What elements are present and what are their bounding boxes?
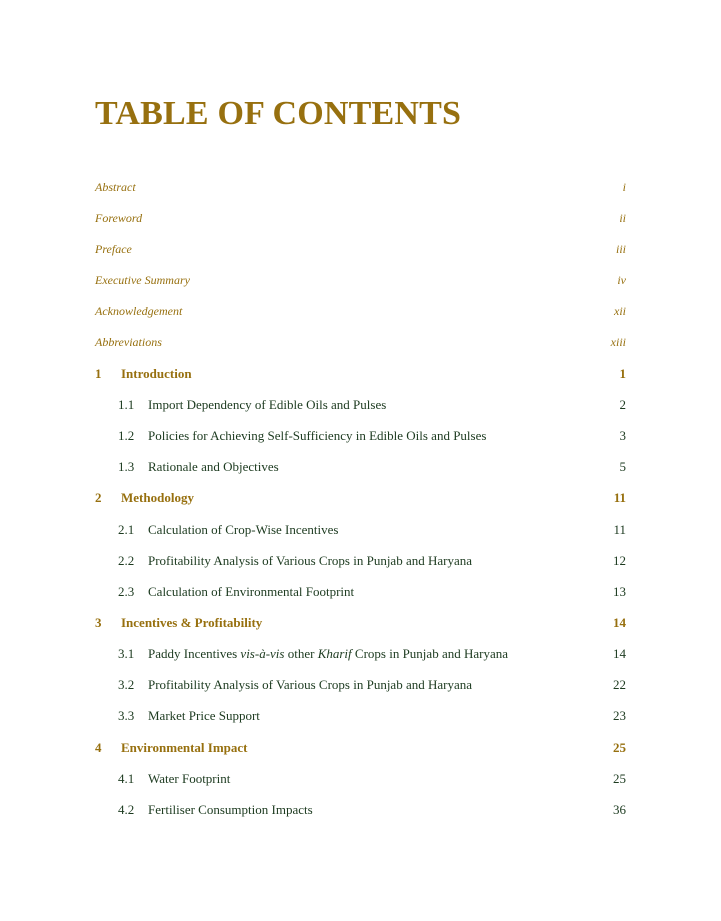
toc-section-label: Policies for Achieving Self-Sufficiency in Edible Oils and Pulses <box>148 428 487 443</box>
toc-page-number: 11 <box>613 522 626 537</box>
toc-label-italic: vis-à-vis <box>240 646 285 661</box>
toc-section-2-2[interactable] <box>118 551 626 571</box>
toc-section-label: Market Price Support <box>148 708 260 723</box>
toc-page-number: 5 <box>619 459 626 474</box>
toc-section-1-1[interactable] <box>118 395 626 415</box>
toc-page-number: 25 <box>613 771 626 786</box>
toc-chapter-label: Introduction <box>121 366 192 381</box>
toc-entry-label: Abstract <box>95 180 136 194</box>
toc-page-number: 3 <box>619 428 626 443</box>
toc-chapter-label: Environmental Impact <box>121 740 248 755</box>
toc-section-label: Profitability Analysis of Various Crops in Punjab and Haryana <box>148 553 473 568</box>
toc-chapter-label: Incentives & Profitability <box>121 615 263 630</box>
toc-entry-preface[interactable] <box>95 239 626 259</box>
toc-entry-executive-summary[interactable] <box>95 270 626 290</box>
toc-chapter-3[interactable] <box>95 613 626 633</box>
toc-chapter-label: Methodology <box>121 490 194 505</box>
toc-section-3-2[interactable] <box>118 675 626 695</box>
toc-section-number: 3.2 <box>118 677 135 692</box>
toc-chapter-2[interactable] <box>95 488 626 508</box>
toc-label-part: Paddy Incentives <box>148 646 241 661</box>
toc-section-label: Profitability Analysis of Various Crops in Punjab and Haryana <box>148 677 473 692</box>
toc-section-number: 3.3 <box>118 708 135 723</box>
toc-section-label: Calculation of Crop-Wise Incentives <box>148 522 339 537</box>
toc-section-4-1[interactable] <box>118 769 626 789</box>
toc-page-number: xii <box>614 304 626 318</box>
page-title: TABLE OF CONTENTS <box>95 95 462 132</box>
toc-section-number: 3.1 <box>118 646 135 661</box>
toc-section-label: Water Footprint <box>148 771 231 786</box>
toc-chapter-number: 3 <box>95 615 102 630</box>
toc-section-number: 4.1 <box>118 771 135 786</box>
toc-chapter-1[interactable] <box>95 364 626 384</box>
toc-section-label: Import Dependency of Edible Oils and Pulses <box>148 397 387 412</box>
toc-section-3-3[interactable] <box>118 706 626 726</box>
toc-section-number: 2.1 <box>118 522 135 537</box>
toc-chapter-number: 2 <box>95 490 102 505</box>
toc-label-italic: Kharif <box>317 646 352 661</box>
toc-section-number: 1.2 <box>118 428 135 443</box>
toc-entry-label: Preface <box>95 242 132 256</box>
toc-section-label: Calculation of Environmental Footprint <box>148 584 355 599</box>
toc-entry-abstract[interactable] <box>95 177 626 197</box>
toc-page-number: 1 <box>619 366 626 381</box>
toc-chapter-number: 4 <box>95 740 102 755</box>
toc-chapter-4[interactable] <box>95 738 626 758</box>
toc-page-number: 23 <box>613 708 626 723</box>
toc-page-number: 14 <box>613 615 626 630</box>
toc-section-1-3[interactable] <box>118 457 626 477</box>
toc-page-number: 2 <box>619 397 626 412</box>
toc-entry-label: Acknowledgement <box>95 304 183 318</box>
toc-section-label: Rationale and Objectives <box>148 459 279 474</box>
toc-section-label: Fertiliser Consumption Impacts <box>148 802 313 817</box>
toc-section-number: 2.2 <box>118 553 135 568</box>
toc-entry-acknowledgement[interactable] <box>95 301 626 321</box>
toc-section-2-3[interactable] <box>118 582 626 602</box>
toc-label-part: Crops in Punjab and Haryana <box>351 646 508 661</box>
toc-section-3-1[interactable] <box>118 644 626 664</box>
toc-entry-abbreviations[interactable] <box>95 332 626 352</box>
toc-page-number: 14 <box>613 646 626 661</box>
toc-section-number: 1.3 <box>118 459 135 474</box>
toc-section-1-2[interactable] <box>118 426 626 446</box>
toc-page-number: xiii <box>610 335 626 349</box>
toc-entry-label: Foreword <box>95 211 143 225</box>
toc-section-number: 2.3 <box>118 584 135 599</box>
toc-page-number: 22 <box>613 677 626 692</box>
toc-label-part: other <box>284 646 318 661</box>
toc-page-number: iv <box>617 273 626 287</box>
toc-page-number: i <box>622 180 626 194</box>
toc-page-number: 36 <box>613 802 626 817</box>
toc-section-2-1[interactable] <box>118 520 626 540</box>
toc-entry-label: Executive Summary <box>95 273 190 287</box>
toc-entry-label: Abbreviations <box>95 335 162 349</box>
toc-section-4-2[interactable] <box>118 800 626 820</box>
toc-section-label <box>148 644 508 664</box>
toc-chapter-number: 1 <box>95 366 102 381</box>
toc-section-number: 4.2 <box>118 802 135 817</box>
toc-page-number: 13 <box>613 584 626 599</box>
toc-entry-foreword[interactable] <box>95 208 626 228</box>
toc-page-number: 12 <box>613 553 626 568</box>
toc-page-number: ii <box>619 211 626 225</box>
toc-page-number: 11 <box>613 490 626 505</box>
toc-page-number: 25 <box>613 740 626 755</box>
toc-page-number: iii <box>615 242 626 256</box>
toc-section-number: 1.1 <box>118 397 135 412</box>
